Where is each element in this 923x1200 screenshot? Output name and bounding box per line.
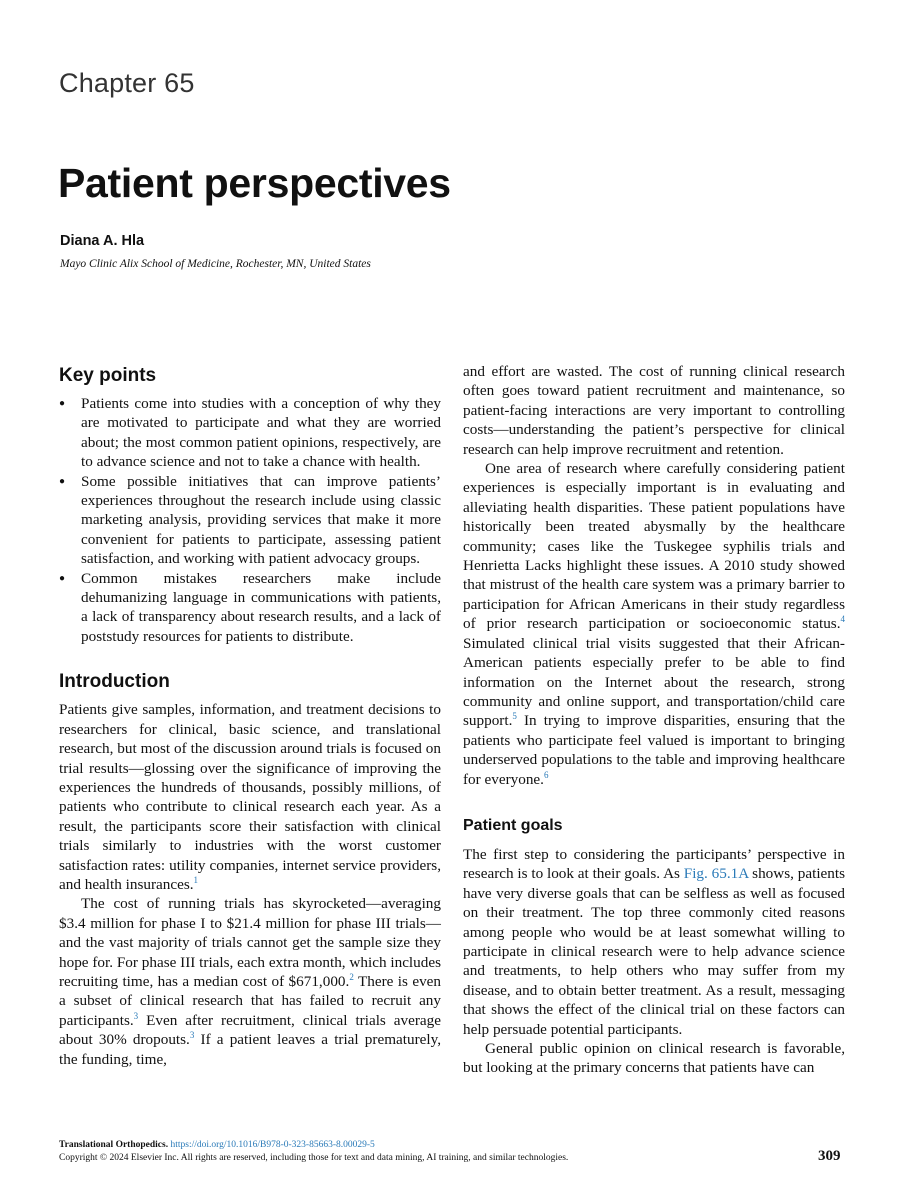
intro-paragraph-3: One area of research where carefully considering patient experiences is especially important is in evaluating and alleviating health disparities. These patient populations have historically been treated abysmally by the healthcare community; cases like the Tuskegee syphilis trials and Henrietta Lacks highlight these issues. A 2010 study showed that mistrust of the health care system was a primary barrier to participation for African Americans in their study regardless of prior research participation or socioeconomic status.$^4$ Simulated clinical trial visits suggested that their African-American patients especially prefer to be able to find information on the Internet about the research, strong community and online support, and transportation/child care support.$^5$ In trying to improve disparities, ensuring that the patients who participate feel valued is important to bringing underserved populations to the table and improving healthcare for everyone.$^6$: [463, 460, 845, 788]
list-item: [59, 472, 441, 569]
bullet-icon: ●: [59, 398, 66, 409]
chapter-label: Chapter 65: [59, 68, 195, 98]
citation-link[interactable]: 4: [840, 614, 845, 625]
author-name: Diana A. Hla: [60, 233, 145, 249]
author-affiliation: Mayo Clinic Alix School of Medicine, Rochester, MN, United States: [60, 258, 371, 270]
key-points-list: [59, 394, 441, 646]
citation-link[interactable]: 3: [189, 1030, 195, 1041]
citation-link[interactable]: 5: [512, 711, 517, 722]
citation-link[interactable]: 3: [133, 1010, 139, 1021]
citation-link[interactable]: 2: [349, 971, 354, 982]
page-number: 309: [818, 1148, 841, 1164]
intro-paragraph-1: Patients give samples, information, and treatment decisions to researchers for clinical, basic science, and translational research, but most of the discussion around trials is focused on trial results—glossing over the significance of improving the experiences the hundreds of thousands, possibly millions, of patients who contribute to clinical research each year. As a result, the participants score their satisfaction with clinical trials similarly to industries with the worst customer satisfaction rates: utility companies, internet service providers, and health insurances.$^1$: [59, 701, 441, 893]
footer-journal: Translational Orthopedics. https://doi.org/10.1016/B978-0-323-85663-8.00029-5: [59, 1140, 375, 1150]
right-column: [463, 362, 845, 1078]
citation-link[interactable]: 1: [193, 874, 199, 885]
intro-paragraph-2: The cost of running trials has skyrocketed—averaging $3.4 million for phase I to $21.4 million for phase III trials—and the vast majority of trials cannot get the sample size they hope for. For phase III trials, each extra month, which includes recruiting time, has a median cost of $671,000.$^2$ There is even a subset of clinical research that has failed to recruit any participants.$^3$ Even after recruitment, clinical trials average about 30% dropouts.$^3$ If a patient leaves a trial prematurely, the funding, time,: [59, 895, 441, 1068]
patient-goals-heading: Patient goals: [463, 816, 563, 834]
list-item: [59, 569, 441, 647]
key-point-text: Common mistakes researchers make include dehumanizing language in communications with patients, a lack of transparency about research results, and a lack of poststudy resources for patients to distribute.: [81, 569, 441, 645]
figure-link[interactable]: Fig. 65.1A: [683, 865, 749, 883]
bullet-icon: ●: [59, 475, 66, 487]
key-point-text: Some possible initiatives that can improve patients’ experiences throughout the research include using classic marketing analysis, providing services that make it more convenient for patients to participate, assessing patient satisfaction, and working with patient advocacy groups.: [81, 472, 441, 568]
key-points-heading: Key points: [59, 365, 157, 386]
left-column: [59, 360, 441, 1069]
patient-goals-paragraph-1: The first step to considering the participants’ perspective in research is to look at their goals. As Fig. 65.1A shows, patients have very diverse goals that can be selfless as well as focused on their treatment. The top three commonly cited reasons among people who would be at least somewhat willing to participate in clinical research were to help advance science and treatments, to help others who may suffer from my disease, and to obtain better treatment. As a result, messaging that shows the effect of the clinical trial on these factors can help persuade potential participants.: [463, 845, 846, 1038]
chapter-title: Patient perspectives: [58, 160, 451, 206]
list-item: [59, 394, 441, 472]
introduction-heading: Introduction: [59, 671, 170, 693]
citation-link[interactable]: 6: [543, 769, 549, 780]
intro-paragraph-2-continued: and effort are wasted. The cost of running clinical research often goes toward patient recruitment and maintenance, so patient-facing interactions are very important to controlling costs—understanding the patient’s perspective for clinical research can help improve recruitment and retention.: [463, 363, 845, 458]
key-point-text: Patients come into studies with a conception of why they are motivated to participate and what they are worried about; the most common patient opinions, respectively, are to advance science and not to take a chance with health.: [81, 395, 441, 471]
doi-link[interactable]: https://doi.org/10.1016/B978-0-323-85663-8.00029-5: [170, 1140, 375, 1150]
bullet-icon: ●: [59, 572, 66, 584]
footer-copyright: Copyright © 2024 Elsevier Inc. All rights are reserved, including those for text and data mining, AI training, and similar technologies.: [59, 1153, 569, 1163]
patient-goals-paragraph-2: General public opinion on clinical research is favorable, but looking at the primary concerns that patients have can: [463, 1040, 845, 1077]
